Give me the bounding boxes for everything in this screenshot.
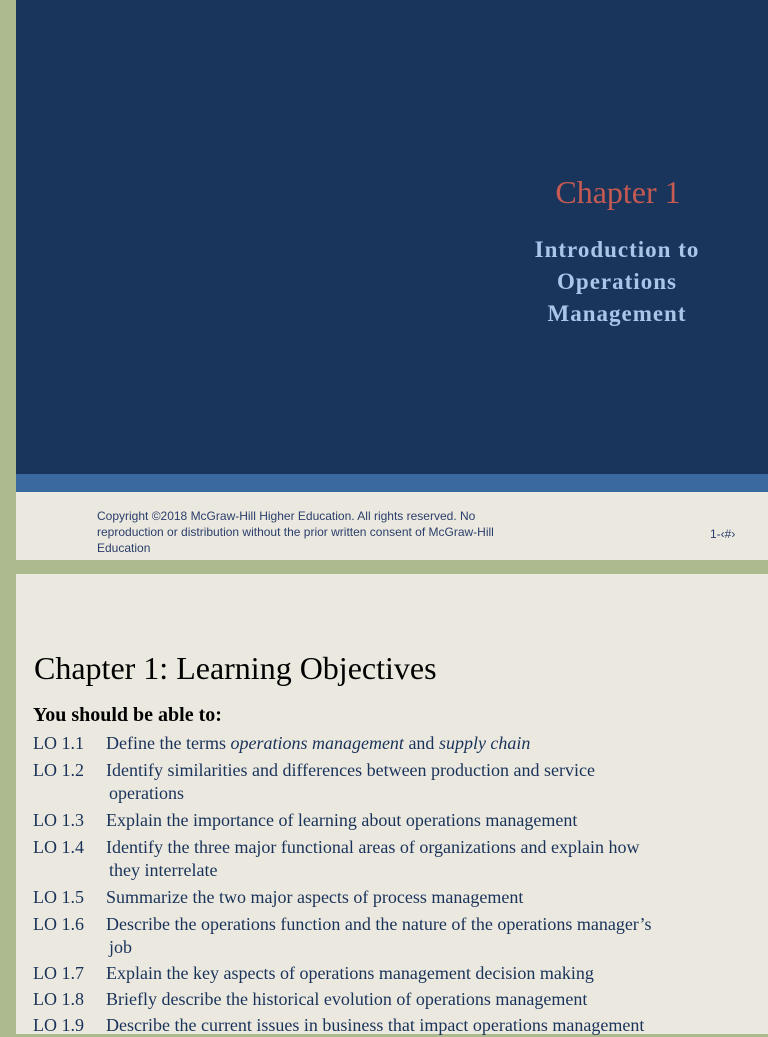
subtitle-line: Introduction to — [534, 237, 700, 262]
copyright-notice — [97, 508, 537, 556]
objective-line: they interrelate — [109, 860, 218, 880]
objective-emphasis: operations management — [230, 733, 404, 753]
objective-text-part: and — [403, 733, 439, 753]
objective-code: LO 1.8 — [33, 989, 84, 1009]
objective-code: LO 1.3 — [33, 810, 84, 830]
objective-code: LO 1.6 — [33, 914, 84, 934]
objective-line: Describe the current issues in business that impact operations management — [106, 1015, 645, 1035]
slide-number: 1-‹#› — [710, 527, 736, 541]
objective-emphasis: supply chain — [438, 733, 531, 753]
copyright-line: reproduction or distribution without the prior written consent of McGraw-Hill — [97, 525, 494, 539]
copyright-line: Copyright ©2018 McGraw-Hill Higher Education. All rights reserved. No — [97, 509, 476, 523]
objective-text — [106, 988, 706, 1011]
chapter-subtitle — [510, 234, 724, 330]
objective-text-part: Define the terms — [106, 733, 231, 753]
copyright-line: Education — [97, 541, 151, 555]
objectives-intro: You should be able to: — [33, 704, 222, 726]
objective-code: LO 1.4 — [33, 837, 84, 857]
title-slide-accent-band — [16, 474, 768, 492]
title-slide — [16, 0, 768, 560]
objective-code: LO 1.2 — [33, 760, 84, 780]
objective-text — [106, 759, 706, 805]
objective-line: Describe the operations function and the nature of the operations manager’s — [106, 914, 652, 934]
objective-code: LO 1.5 — [33, 887, 84, 907]
objective-text — [106, 962, 706, 985]
objective-code: LO 1.1 — [33, 733, 84, 753]
objective-code: LO 1.7 — [33, 963, 84, 983]
learning-objectives-slide — [16, 574, 768, 1034]
subtitle-line: Operations — [557, 269, 677, 294]
objective-line: operations — [109, 783, 184, 803]
objective-line: Identify the three major functional areas of organizations and explain how — [106, 837, 640, 857]
chapter-title: Chapter 1 — [555, 174, 681, 210]
objective-text — [106, 1014, 706, 1037]
objective-line: job — [109, 937, 133, 957]
objective-text — [106, 836, 706, 882]
subtitle-line: Management — [547, 301, 687, 326]
objective-code: LO 1.9 — [33, 1015, 84, 1035]
objective-line: Explain the key aspects of operations management decision making — [106, 963, 594, 983]
objective-line: Explain the importance of learning about operations management — [106, 810, 578, 830]
slide-title: Chapter 1: Learning Objectives — [34, 650, 437, 686]
objective-text — [106, 913, 706, 959]
objective-text — [106, 732, 706, 755]
objective-text — [106, 886, 706, 909]
objective-text — [106, 809, 706, 832]
objective-line: Summarize the two major aspects of process management — [106, 887, 524, 907]
objective-line: Briefly describe the historical evolution of operations management — [106, 989, 588, 1009]
objective-line: Identify similarities and differences between production and service — [106, 760, 595, 780]
